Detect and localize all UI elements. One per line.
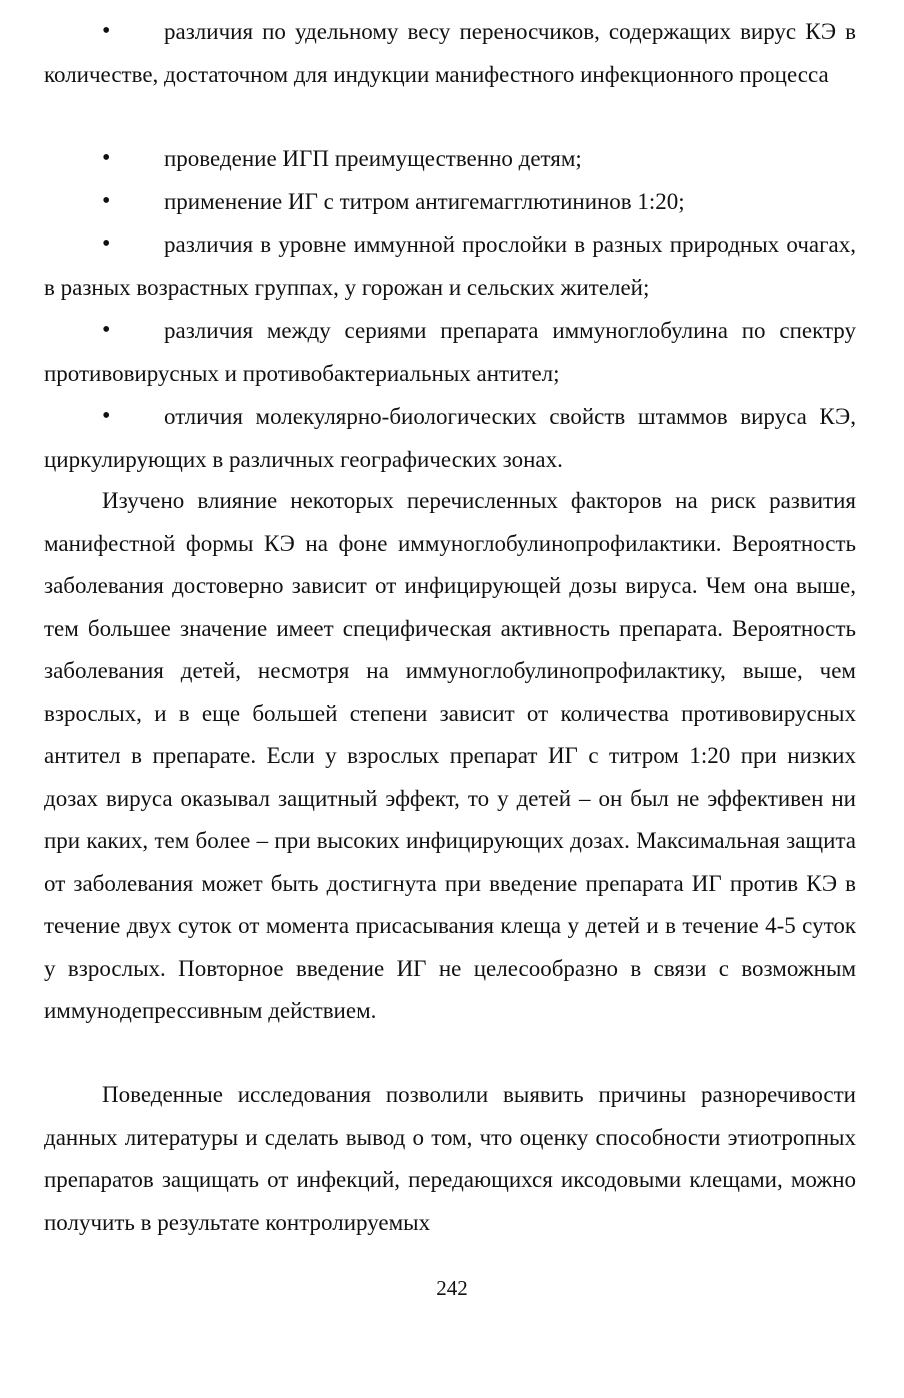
bullet-item xyxy=(44,10,856,96)
bullet-marker: • xyxy=(102,403,111,429)
bullet-marker: • xyxy=(102,231,111,257)
bullet-marker: • xyxy=(102,188,111,214)
bullet-text: различия по удельному весу переносчиков, содержащих вирус КЭ в количестве, достаточном для индукции манифестного инфекционного процесса xyxy=(44,19,856,87)
bullet-text: различия в уровне иммунной прослойки в разных природных очагах, в разных возрастных группах, у горожан и сельских жителей; xyxy=(44,232,856,300)
bullet-text: различия между сериями препарата иммуноглобулина по спектру противовирусных и противобактериальных антител; xyxy=(44,318,856,386)
bullet-marker: • xyxy=(102,145,111,171)
bullet-marker: • xyxy=(102,18,111,44)
bullet-item xyxy=(44,395,856,481)
bullet-marker: • xyxy=(102,317,111,343)
bullet-text: проведение ИГП преимущественно детям; xyxy=(164,146,582,171)
bullet-item xyxy=(44,137,856,180)
body-paragraph: Поведенные исследования позволили выявить причины разноречивости данных литературы и сделать вывод о том, что оценку способности этиотропных препаратов защищать от инфекций, передающихся иксодовыми клещами, можно получить в результате контролируемых xyxy=(44,1082,856,1235)
bullet-text: отличия молекулярно-биологических свойств штаммов вируса КЭ, циркулирующих в различных географических зонах. xyxy=(44,404,856,472)
bullet-item xyxy=(44,180,856,223)
bullet-text: применение ИГ с титром антигемагглютининов 1:20; xyxy=(164,189,685,214)
bullet-item xyxy=(44,309,856,395)
page-number: 242 xyxy=(436,1276,468,1300)
bullet-item xyxy=(44,223,856,309)
body-paragraph: Изучено влияние некоторых перечисленных факторов на риск развития манифестной формы КЭ на фоне иммуноглобулинопрофилактики. Вероятность заболевания достоверно зависит от инфицирующей дозы вируса. Чем она выше, тем большее значение имеет специфическая активность препарата. Вероятность заболевания детей, несмотря на иммуноглобулинопрофилактику, выше, чем взрослых, и в еще большей степени зависит от количества противовирусных антител в препарате. Если у взрослых препарат ИГ с титром 1:20 при низких дозах вируса оказывал защитный эффект, то у детей – он был не эффективен ни при каких, тем более – при высоких инфицирующих дозах. Максимальная защита от заболевания может быть достигнута при введение препарата ИГ против КЭ в течение двух суток от момента присасывания клеща у детей и в течение 4-5 суток у взрослых. Повторное введение ИГ не целесообразно в связи с возможным иммунодепрессивным действием. xyxy=(44,488,856,1023)
